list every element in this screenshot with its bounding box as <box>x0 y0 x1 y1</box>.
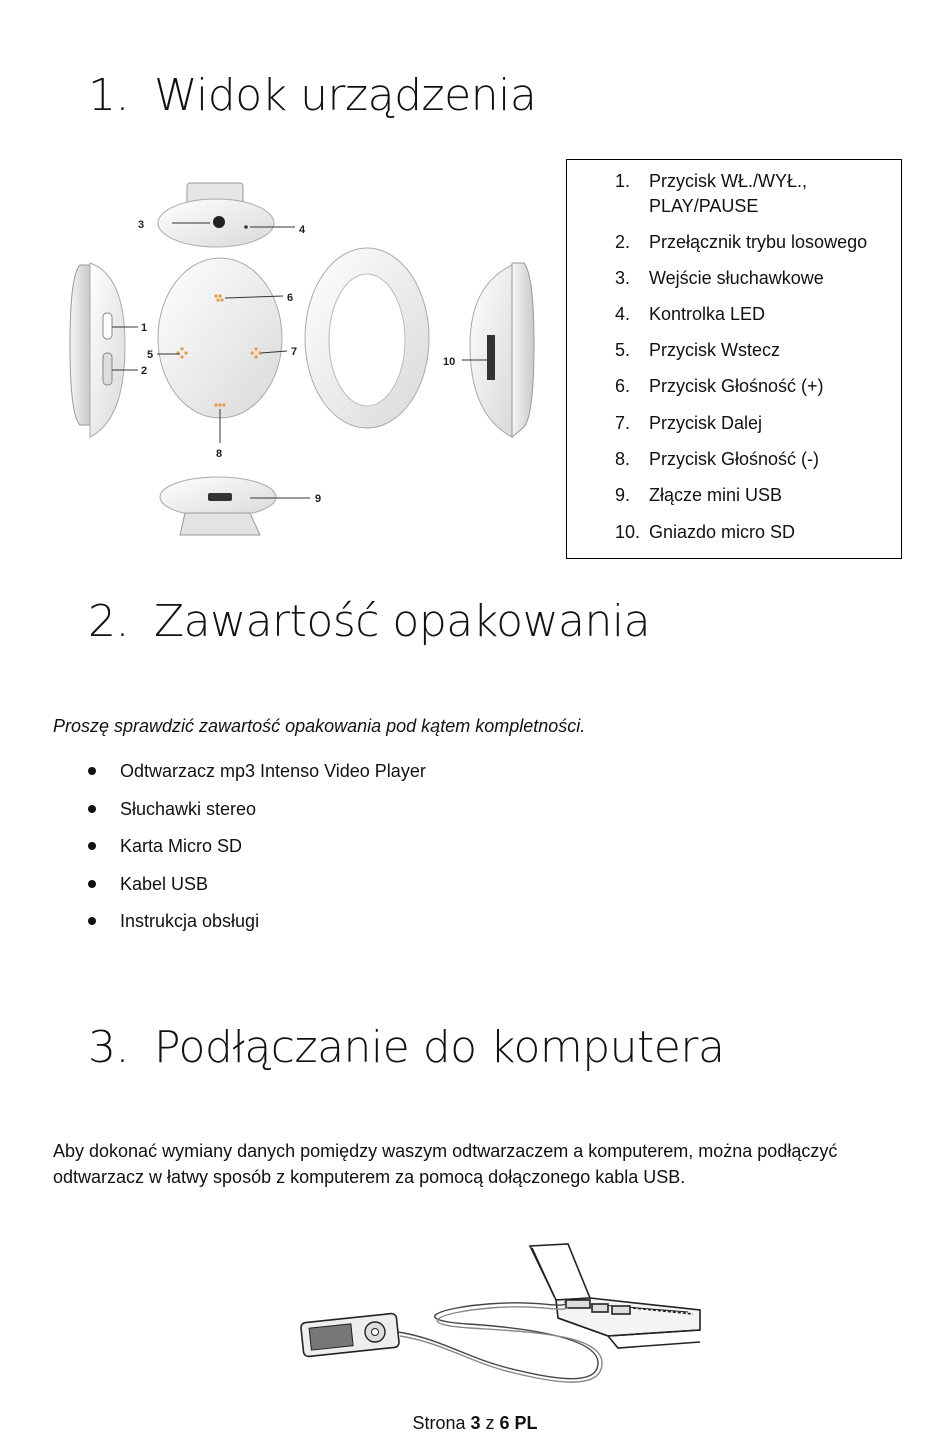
device-diagram <box>50 175 550 555</box>
section-number: 1. <box>88 70 129 121</box>
laptop-illustration <box>530 1244 700 1348</box>
list-item: Karta Micro SD <box>88 833 426 871</box>
device-legend: 1. Przycisk WŁ./WYŁ., PLAY/PAUSE 2. Przełącznik trybu losowego 3. Wejście słuchawkowe 4. Kontrolka LED 5. Przycisk Wstecz 6. Przycisk Głośność (+) 7. Przycisk Dalej 8. Przycisk Głośność (-) 9. Złącze mini USB 10. Gniazdo micro SD <box>566 159 902 559</box>
package-intro: Proszę sprawdzić zawartość opakowania pod kątem kompletności. <box>53 716 586 736</box>
callout-7: 7 <box>291 346 298 358</box>
callout-5: 5 <box>147 349 154 361</box>
list-item: Kabel USB <box>88 871 426 909</box>
callout-6: 6 <box>287 292 294 304</box>
section-number: 3. <box>88 1022 129 1073</box>
section-number: 2. <box>88 596 129 647</box>
mini-usb-port <box>208 493 232 501</box>
list-item: Słuchawki stereo <box>88 796 426 834</box>
section-heading-device-view <box>88 70 536 121</box>
led-indicator <box>244 225 248 229</box>
total-pages: 6 PL <box>499 1413 538 1433</box>
callout-3: 3 <box>138 219 145 231</box>
section-heading-package-contents <box>88 596 650 647</box>
list-item: Instrukcja obsługi <box>88 908 426 946</box>
package-list <box>88 758 426 946</box>
callout-1: 1 <box>141 322 148 334</box>
headphone-jack <box>213 216 225 228</box>
device-bottom-view <box>160 477 310 535</box>
mp3-player-illustration <box>300 1313 399 1357</box>
callout-9: 9 <box>315 493 322 505</box>
section-heading-connect-to-computer <box>88 1022 724 1073</box>
connect-paragraph: Aby dokonać wymiany danych pomiędzy waszym odtwarzaczem a komputerem, można podłączyć odtwarzacz w łatwy sposób z komputerem za pomocą dołączonego kabla USB. <box>53 1141 838 1187</box>
callout-8: 8 <box>216 448 223 460</box>
usb-connection-illustration <box>268 1238 708 1398</box>
device-front-view <box>157 258 287 443</box>
current-page: 3 <box>470 1413 481 1433</box>
device-back-view <box>305 248 429 428</box>
device-right-side-view <box>462 263 534 437</box>
section-title: Zawartość opakowania <box>154 596 651 647</box>
callout-4: 4 <box>299 224 306 236</box>
device-top-view <box>158 183 295 247</box>
section-title: Widok urządzenia <box>154 70 537 121</box>
callout-2: 2 <box>141 365 148 377</box>
section-title: Podłączanie do komputera <box>154 1022 725 1073</box>
list-item: Odtwarzacz mp3 Intenso Video Player <box>88 758 426 796</box>
page-footer: Strona 3 z 6 PL <box>412 1413 538 1433</box>
callout-10: 10 <box>443 356 456 368</box>
micro-sd-slot <box>487 335 495 380</box>
device-left-side-view <box>70 263 138 437</box>
